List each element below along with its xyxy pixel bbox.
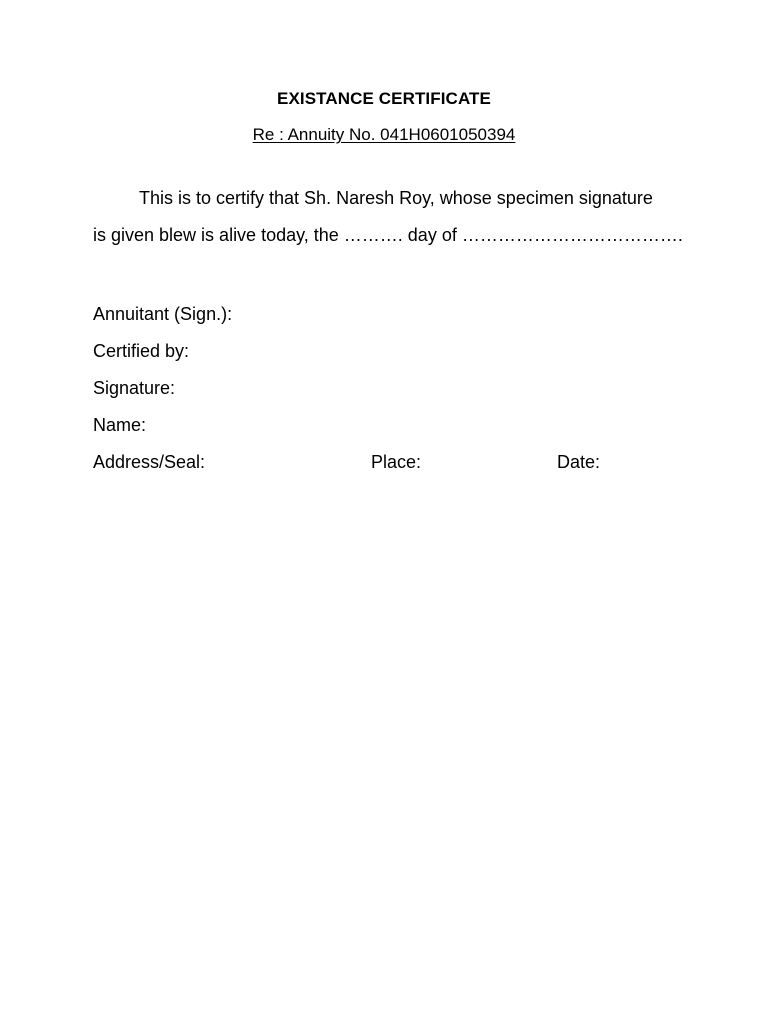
annuity-reference: Re : Annuity No. 041H0601050394 (252, 125, 516, 144)
certificate-title: EXISTANCE CERTIFICATE (277, 89, 491, 108)
name-label: Name: (93, 415, 147, 435)
address-seal-label: Address/Seal: (93, 452, 206, 472)
certified-by-label: Certified by: (93, 341, 190, 361)
reference-line (0, 124, 768, 146)
annuitant-sign-label: Annuitant (Sign.): (93, 304, 233, 324)
place-label: Place: (371, 452, 422, 472)
body-text-line-2: is given blew is alive today, the ………. day of ………………………………. (93, 225, 683, 245)
body-text-line-1: This is to certify that Sh. Naresh Roy, whose specimen signature (139, 188, 653, 208)
date-label: Date: (557, 452, 601, 472)
signature-label: Signature: (93, 378, 176, 398)
